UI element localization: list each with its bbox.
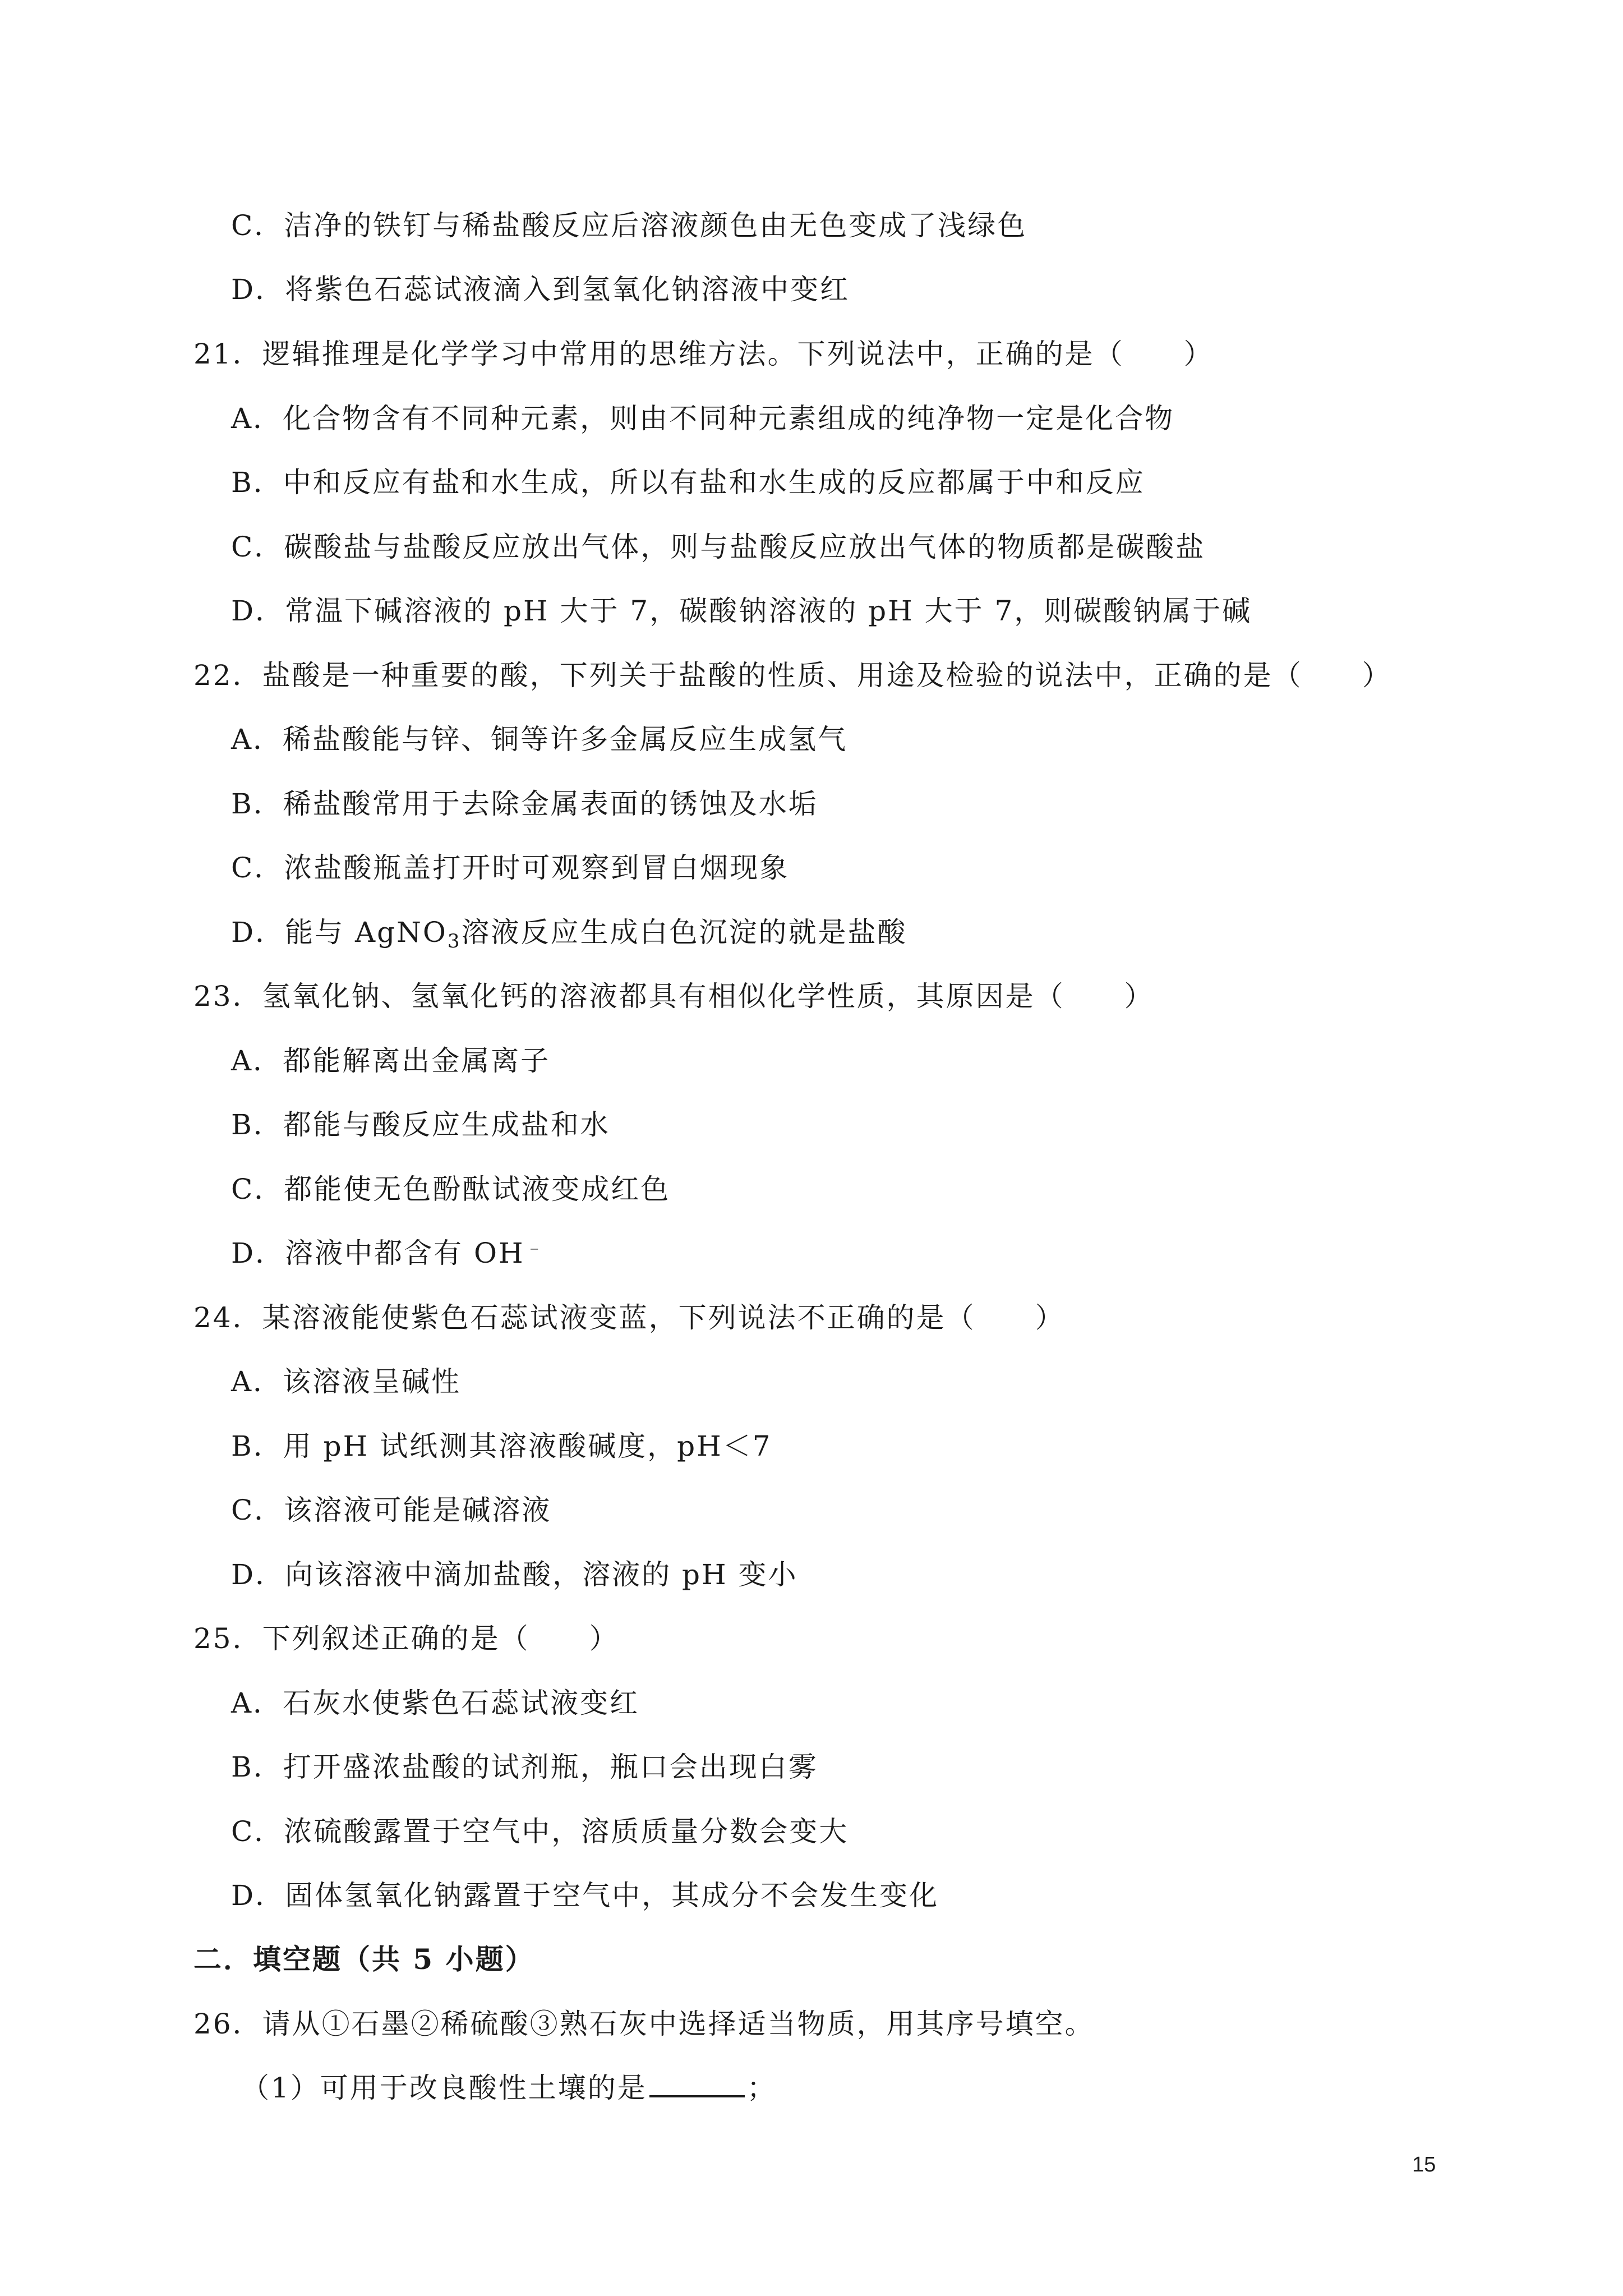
sub-question-end: ；: [746, 2072, 777, 2104]
question-25-option-c: C．浓硫酸露置于空气中，溶质质量分数会变大: [231, 1815, 849, 1848]
question-25-option-a: A．石灰水使紫色石蕊试液变红: [231, 1687, 640, 1719]
question-23-option-c: C．都能使无色酚酞试液变成红色: [231, 1173, 671, 1205]
subscript-3: 3: [447, 930, 462, 953]
question-20-option-d: D．将紫色石蕊试液滴入到氢氧化钠溶液中变红: [231, 273, 850, 306]
question-22-option-c: C．浓盐酸瓶盖打开时可观察到冒白烟现象: [231, 852, 790, 884]
option-d-text-prefix: D．能与 AgNO: [231, 916, 448, 949]
question-23-stem: 23．氢氧化钠、氢氧化钙的溶液都具有相似化学性质，其原因是（ ）: [193, 980, 1154, 1013]
option-d-text-prefix: D．溶液中都含有 OH: [231, 1237, 525, 1269]
question-23-option-a: A．都能解离出金属离子: [231, 1045, 551, 1077]
page-number: 15: [1412, 2153, 1436, 2177]
question-24-option-b: B．用 pH 试纸测其溶液酸碱度，pH＜7: [231, 1430, 772, 1462]
question-24-option-d: D．向该溶液中滴加盐酸，溶液的 pH 变小: [231, 1558, 798, 1591]
option-d-text-suffix: 溶液反应生成白色沉淀的就是盐酸: [461, 916, 907, 949]
question-20-option-c: C．洁净的铁钉与稀盐酸反应后溶液颜色由无色变成了浅绿色: [231, 209, 1027, 242]
question-25-option-b: B．打开盛浓盐酸的试剂瓶，瓶口会出现白雾: [231, 1751, 818, 1783]
question-25-stem: 25．下列叙述正确的是（ ）: [193, 1622, 619, 1655]
question-26-stem: 26．请从①石墨②稀硫酸③熟石灰中选择适当物质，用其序号填空。: [193, 2008, 1095, 2040]
question-22-option-d: [231, 915, 907, 953]
superscript-minus: ﹣: [524, 1236, 546, 1259]
question-26-sub-1: [241, 2071, 777, 2105]
section-2-heading: 二．填空题（共 5 小题）: [193, 1943, 535, 1976]
sub-question-text: （1）可用于改良酸性土壤的是: [241, 2072, 647, 2104]
question-24-option-c: C．该溶液可能是碱溶液: [231, 1494, 552, 1526]
question-22-stem: 22．盐酸是一种重要的酸，下列关于盐酸的性质、用途及检验的说法中，正确的是（ ）: [193, 659, 1392, 692]
question-23-option-d: [231, 1236, 546, 1273]
question-21-option-c: C．碳酸盐与盐酸反应放出气体，则与盐酸反应放出气体的物质都是碳酸盐: [231, 531, 1206, 563]
question-22-option-b: B．稀盐酸常用于去除金属表面的锈蚀及水垢: [231, 788, 818, 820]
question-21-option-a: A．化合物含有不同种元素，则由不同种元素组成的纯净物一定是化合物: [231, 402, 1175, 435]
question-24-option-a: A．该溶液呈碱性: [231, 1365, 462, 1398]
question-21-stem: 21．逻辑推理是化学学习中常用的思维方法。下列说法中，正确的是（ ）: [193, 338, 1214, 370]
question-21-option-b: B．中和反应有盐和水生成，所以有盐和水生成的反应都属于中和反应: [231, 466, 1145, 499]
answer-blank[interactable]: [649, 2073, 745, 2097]
question-22-option-a: A．稀盐酸能与锌、铜等许多金属反应生成氢气: [231, 723, 848, 756]
question-25-option-d: D．固体氢氧化钠露置于空气中，其成分不会发生变化: [231, 1879, 939, 1912]
question-23-option-b: B．都能与酸反应生成盐和水: [231, 1108, 610, 1141]
question-21-option-d: D．常温下碱溶液的 pH 大于 7，碳酸钠溶液的 pH 大于 7，则碳酸钠属于碱: [231, 595, 1252, 627]
question-24-stem: 24．某溶液能使紫色石蕊试液变蓝，下列说法不正确的是（ ）: [193, 1301, 1065, 1334]
